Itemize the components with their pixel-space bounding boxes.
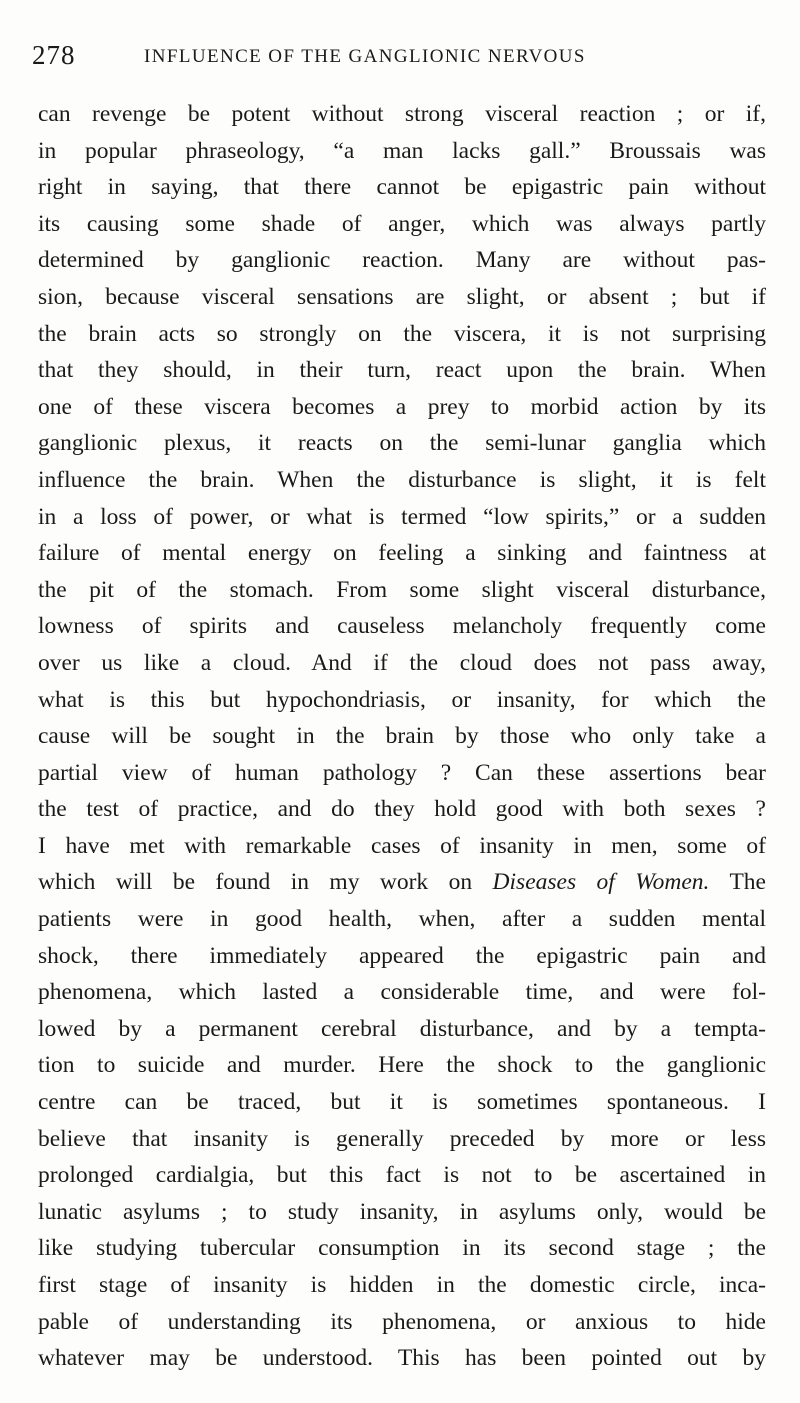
text-line: in a loss of power, or what is termed “low spirits,” or a sudden xyxy=(38,503,766,530)
text-line: first stage of insanity is hidden in the domestic circle, inca- xyxy=(38,1272,766,1298)
text-line: I have met with remarkable cases of insanity in men, some of xyxy=(38,832,766,859)
text-line: patients were in good health, when, after a sudden mental xyxy=(38,906,766,933)
text-line: ganglionic plexus, it reacts on the semi-lunar ganglia which xyxy=(38,430,766,457)
text-line: that they should, in their turn, react upon the brain. When xyxy=(38,357,766,384)
text-line: centre can be traced, but it is sometimes spontaneous. I xyxy=(38,1089,766,1116)
text-line: whatever may be understood. This has been pointed out by xyxy=(38,1345,766,1372)
text-line: failure of mental energy on feeling a sinking and faintness at xyxy=(38,540,766,567)
text-line: the brain acts so strongly on the viscera, it is not surprising xyxy=(38,320,766,347)
text-line: lunatic asylums ; to study insanity, in asylums only, would be xyxy=(38,1198,766,1225)
body-text xyxy=(38,96,766,1377)
running-head: INFLUENCE OF THE GANGLIONIC NERVOUS xyxy=(144,46,586,67)
text-line: cause will be sought in the brain by those who only take a xyxy=(38,723,766,750)
text-line: tion to suicide and murder. Here the shock to the ganglionic xyxy=(38,1052,766,1079)
text-line: like studying tubercular consumption in its second stage ; the xyxy=(38,1235,766,1262)
text-fragment: The xyxy=(709,869,766,896)
text-line: in popular phraseology, “a man lacks gall.” Broussais was xyxy=(38,137,766,164)
text-line: phenomena, which lasted a considerable time, and were fol- xyxy=(38,979,766,1006)
text-line: lowness of spirits and causeless melancholy frequently come xyxy=(38,613,766,640)
text-line: can revenge be potent without strong visceral reaction ; or if, xyxy=(38,101,766,127)
text-line: prolonged cardialgia, but this fact is not to be ascertained in xyxy=(38,1162,766,1189)
text-line: partial view of human pathology ? Can these assertions bear xyxy=(38,759,766,786)
text-line: shock, there immediately appeared the epigastric pain and xyxy=(38,942,766,969)
text-line: influence the brain. When the disturbance is slight, it is felt xyxy=(38,466,766,493)
book-title-italic: Diseases of Women. xyxy=(492,869,710,896)
text-line: right in saying, that there cannot be epigastric pain without xyxy=(38,174,766,201)
page-header xyxy=(32,40,772,80)
page-number: 278 xyxy=(32,40,76,70)
text-line: determined by ganglionic reaction. Many are without pas- xyxy=(38,247,766,274)
text-line: sion, because visceral sensations are slight, or absent ; but if xyxy=(38,283,766,310)
text-line: lowed by a permanent cerebral disturbance, and by a tempta- xyxy=(38,1015,766,1042)
text-fragment: which will be found in my work on xyxy=(38,869,493,896)
text-line: its causing some shade of anger, which was always partly xyxy=(38,210,766,237)
text-line: pable of understanding its phenomena, or anxious to hide xyxy=(38,1308,766,1335)
text-line: believe that insanity is generally preceded by more or less xyxy=(38,1125,766,1152)
text-line: what is this but hypochondriasis, or insanity, for which the xyxy=(38,686,766,713)
text-line: one of these viscera becomes a prey to morbid action by its xyxy=(38,393,766,420)
text-line-with-title xyxy=(38,864,766,901)
text-line: over us like a cloud. And if the cloud does not pass away, xyxy=(38,649,766,676)
text-line: the test of practice, and do they hold good with both sexes ? xyxy=(38,796,766,823)
text-line: the pit of the stomach. From some slight visceral disturbance, xyxy=(38,576,766,603)
